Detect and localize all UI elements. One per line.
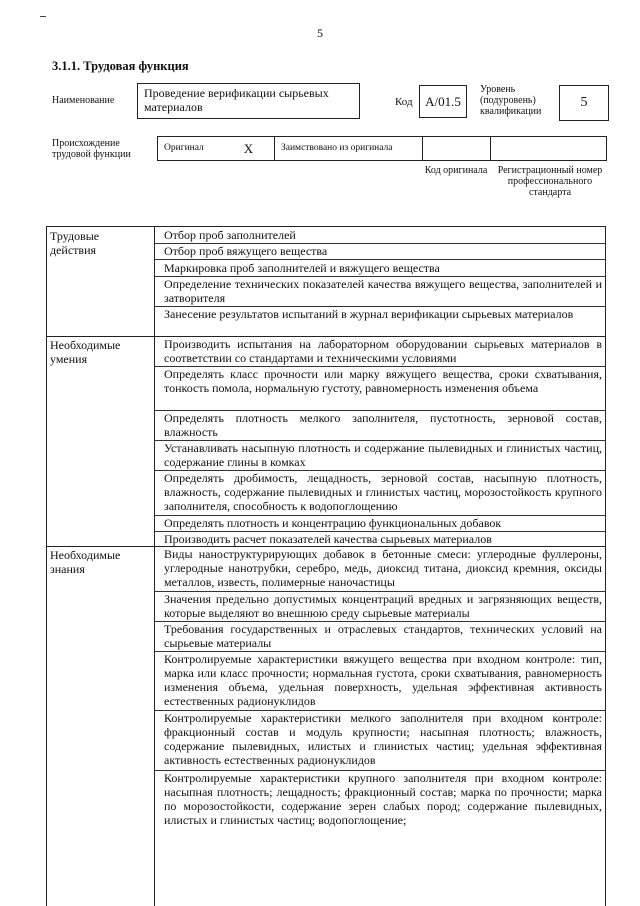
table-row: Занесение результатов испытаний в журнал верификации сырьевых материалов	[164, 307, 574, 321]
table-row: Определять плотность и концентрацию функциональных добавок	[164, 516, 502, 530]
function-name-box	[137, 83, 360, 119]
section-label-knowledge: Необходимые знания	[50, 548, 121, 576]
table-row: Отбор проб вяжущего вещества	[164, 244, 328, 258]
table-row: Отбор проб заполнителей	[164, 228, 296, 242]
origin-code-cell	[423, 137, 491, 160]
table-row: Определять дробимость, лещадность, зерновой состав, насыпную плотность, влажность, содержание пылевидных и глинистых частиц, морозостойкость крупного заполнителя, способность к водопоглощению	[164, 471, 602, 513]
code-box	[419, 85, 467, 118]
table-row: Контролируемые характеристики крупного заполнителя при входном контроле: насыпная плотность; лещадность; фракционный состав; марка по прочности; марка по морозостойкости, содержание зерен слабых пород; содержание пылевидных, илистых и глинистых частиц; водопоглощение;	[164, 771, 602, 827]
origin-table	[157, 136, 607, 161]
code-value: А/01.5	[425, 94, 461, 109]
function-table	[46, 226, 606, 906]
table-row: Виды наноструктурирующих добавок в бетонные смеси: углеродные фуллероны, углеродные нанотрубки, серебро, медь, диоксид титана, диоксид кремния, оксиды металлов, известь, полимерные наночастицы	[164, 547, 602, 589]
code-label: Код	[395, 96, 413, 108]
table-row: Производить испытания на лабораторном оборудовании сырьевых материалов в соответствии со стандартами и техническими условиями	[164, 337, 602, 365]
origin-borrowed: Заимствовано из оригинала	[275, 137, 423, 160]
origin-label: Происхождение трудовой функции	[52, 138, 131, 160]
page-number: 5	[317, 26, 323, 40]
origin-reg-cell	[491, 137, 606, 160]
table-row: Значения предельно допустимых концентраций вредных и загрязняющих веществ, которые выделяют во внешнюю среду сырьевые материалы	[164, 592, 602, 620]
function-name-value: Проведение верификации сырьевых материалов	[144, 86, 329, 114]
table-row: Маркировка проб заполнителей и вяжущего вещества	[164, 261, 440, 275]
scan-mark	[40, 16, 46, 17]
section-title: 3.1.1. Трудовая функция	[52, 59, 189, 73]
origin-mark: X	[223, 137, 275, 160]
table-row: Определение технических показателей качества вяжущего вещества, заполнителей и затворителя	[164, 277, 602, 305]
origin-original: Оригинал	[164, 143, 204, 153]
name-label: Наименование	[52, 95, 115, 106]
table-row: Определять плотность мелкого заполнителя, пустотность, зерновой состав, влажность	[164, 411, 602, 439]
section-label-actions: Трудовые действия	[50, 229, 100, 257]
reg-number-label: Регистрационный номер профессионального стандарта	[497, 165, 603, 198]
code-original-label: Код оригинала	[424, 165, 488, 176]
table-row: Устанавливать насыпную плотность и содержание пылевидных и глинистых частиц, содержание глины в комках	[164, 441, 602, 469]
level-box	[559, 85, 609, 121]
table-row: Требования государственных и отраслевых стандартов, технических условий на сырьевые материалы	[164, 622, 602, 650]
table-row: Контролируемые характеристики мелкого заполнителя при входном контроле: фракционный состав и модуль крупности; насыпная плотность; влажность, содержание пылевидных, илистых и глинистых частиц; удельная эффективная активность естественных радионуклидов	[164, 711, 602, 767]
level-label: Уровень (подуровень) квалификации	[480, 84, 542, 117]
table-row: Производить расчет показателей качества сырьевых материалов	[164, 532, 492, 546]
section-label-skills: Необходимые умения	[50, 338, 121, 366]
level-value: 5	[580, 95, 588, 110]
table-row: Определять класс прочности или марку вяжущего вещества, сроки схватывания, тонкость помола, нормальную густоту, равномерность изменения объема	[164, 367, 602, 395]
table-row: Контролируемые характеристики вяжущего вещества при входном контроле: тип, марка или класс прочности; нормальная густота, сроки схватывания, равномерность изменения объема, удельная поверхность, удельная эффективная активность естественных радионуклидов	[164, 652, 602, 708]
